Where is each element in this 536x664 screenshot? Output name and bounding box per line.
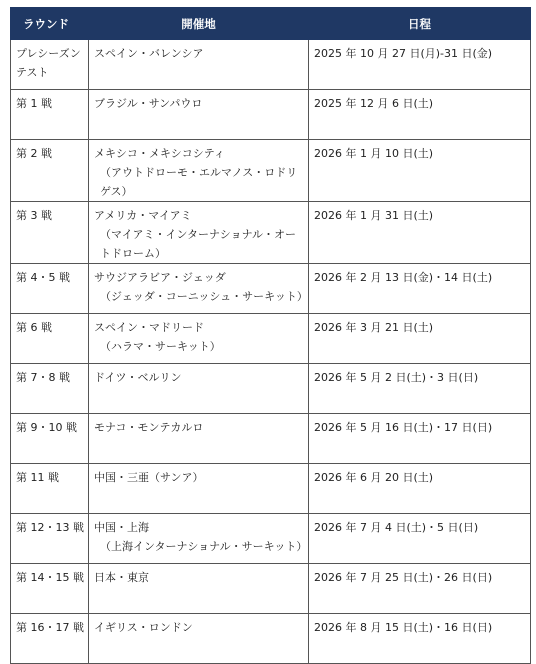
date-cell	[309, 90, 531, 140]
round-label: 第 1 戦	[16, 97, 52, 110]
venue-label: ブラジル・サンパウロ	[94, 97, 203, 110]
table-row	[11, 464, 531, 514]
venue-label: アメリカ・マイアミ	[94, 209, 192, 222]
table-row	[11, 264, 531, 314]
venue-label: スペイン・バレンシア	[94, 47, 204, 60]
round-label: 第 3 戦	[16, 209, 52, 222]
table-row	[11, 414, 531, 464]
round-label: 第 11 戦	[16, 471, 59, 484]
round-cell	[11, 464, 89, 514]
round-label: 第 16・17 戦	[16, 621, 84, 634]
date-cell	[309, 40, 531, 90]
round-cell	[11, 364, 89, 414]
date-label: 2025 年 12 月 6 日(土)	[314, 97, 434, 110]
round-label: 第 9・10 戦	[16, 421, 77, 434]
venue-cell	[89, 140, 309, 202]
venue-label: 中国・三亜（サンア）	[94, 471, 204, 484]
table-row	[11, 614, 531, 664]
table-row	[11, 364, 531, 414]
venue-label: モナコ・モンテカルロ	[94, 421, 204, 434]
date-label: 2026 年 7 月 4 日(土)・5 日(日)	[314, 521, 479, 534]
date-label: 2026 年 1 月 10 日(土)	[314, 147, 434, 160]
date-label: 2026 年 7 月 25 日(土)・26 日(日)	[314, 571, 493, 584]
venue-label: ドイツ・ベルリン	[94, 371, 182, 384]
header-date: 日程	[309, 8, 531, 40]
venue-cell	[89, 364, 309, 414]
date-cell	[309, 364, 531, 414]
venue-circuit-label: （アウトドローモ・エルマノス・ロドリゲス）	[100, 166, 298, 198]
venue-label: サウジアラビア・ジェッダ	[94, 271, 226, 284]
venue-circuit-label: （ジェッダ・コーニッシュ・サーキット）	[100, 290, 308, 303]
round-cell	[11, 564, 89, 614]
round-cell	[11, 202, 89, 264]
date-cell	[309, 564, 531, 614]
venue-label: スペイン・マドリード	[94, 321, 204, 334]
table-row	[11, 140, 531, 202]
date-label: 2026 年 5 月 16 日(土)・17 日(日)	[314, 421, 493, 434]
round-label: 第 6 戦	[16, 321, 52, 334]
table-row	[11, 90, 531, 140]
date-cell	[309, 514, 531, 564]
round-cell	[11, 140, 89, 202]
venue-cell	[89, 464, 309, 514]
venue-label: メキシコ・メキシコシティ	[94, 147, 225, 160]
round-label: 第 4・5 戦	[16, 271, 70, 284]
venue-cell	[89, 514, 309, 564]
round-cell	[11, 514, 89, 564]
venue-cell	[89, 564, 309, 614]
date-label: 2025 年 10 月 27 日(月)-31 日(金)	[314, 47, 493, 60]
table-row	[11, 564, 531, 614]
date-cell	[309, 414, 531, 464]
venue-cell	[89, 614, 309, 664]
venue-label: イギリス・ロンドン	[94, 621, 193, 634]
round-cell	[11, 614, 89, 664]
venue-cell	[89, 314, 309, 364]
venue-label: 日本・東京	[94, 571, 149, 584]
venue-label: 中国・上海	[94, 521, 149, 534]
schedule-table	[10, 7, 531, 664]
venue-cell	[89, 264, 309, 314]
date-cell	[309, 314, 531, 364]
round-cell	[11, 90, 89, 140]
date-cell	[309, 264, 531, 314]
round-label: 第 7・8 戦	[16, 371, 70, 384]
venue-circuit-label: （ハラマ・サーキット）	[100, 340, 221, 353]
header-round: ラウンド	[11, 8, 89, 40]
venue-circuit-label: （マイアミ・インターナショナル・オートドローム）	[100, 228, 297, 260]
venue-cell	[89, 202, 309, 264]
venue-circuit-label: （上海インターナショナル・サーキット）	[100, 540, 308, 553]
date-label: 2026 年 2 月 13 日(金)・14 日(土)	[314, 271, 493, 284]
round-cell	[11, 40, 89, 90]
date-label: 2026 年 5 月 2 日(土)・3 日(日)	[314, 371, 479, 384]
table-row	[11, 202, 531, 264]
date-cell	[309, 140, 531, 202]
date-label: 2026 年 3 月 21 日(土)	[314, 321, 434, 334]
round-label: 第 2 戦	[16, 147, 52, 160]
date-label: 2026 年 1 月 31 日(土)	[314, 209, 434, 222]
venue-cell	[89, 90, 309, 140]
table-row	[11, 40, 531, 90]
round-label: 第 12・13 戦	[16, 521, 84, 534]
round-label: テスト	[16, 66, 49, 79]
venue-cell	[89, 40, 309, 90]
round-cell	[11, 314, 89, 364]
date-label: 2026 年 8 月 15 日(土)・16 日(日)	[314, 621, 493, 634]
round-cell	[11, 414, 89, 464]
table-row	[11, 314, 531, 364]
header-row	[11, 8, 531, 40]
round-label: プレシーズン	[16, 47, 81, 60]
date-cell	[309, 614, 531, 664]
date-label: 2026 年 6 月 20 日(土)	[314, 471, 434, 484]
round-cell	[11, 264, 89, 314]
table-row	[11, 514, 531, 564]
header-venue: 開催地	[89, 8, 309, 40]
venue-cell	[89, 414, 309, 464]
round-label: 第 14・15 戦	[16, 571, 84, 584]
date-cell	[309, 202, 531, 264]
date-cell	[309, 464, 531, 514]
